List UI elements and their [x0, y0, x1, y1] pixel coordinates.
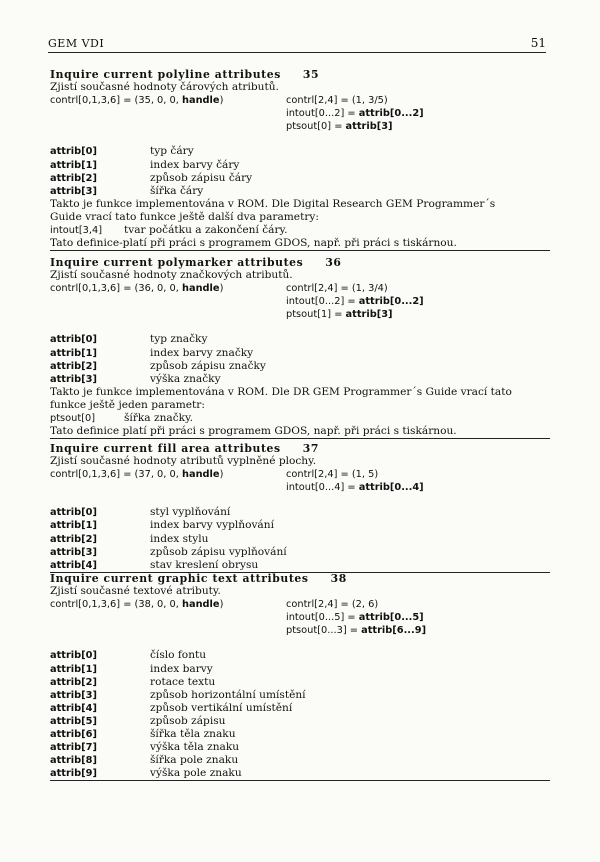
attribute-row: [50, 649, 550, 662]
note-line: Tato definice platí při práci s programem GDOS, např. při práci s tiskárnou.: [50, 425, 550, 439]
attribute-row: [50, 159, 550, 172]
attribute-row: [50, 728, 550, 741]
attribute-description: číslo fontu: [150, 649, 207, 662]
section-title: Inquire current polymarker attributes 36: [50, 256, 342, 269]
attribute-key: attrib[0]: [50, 334, 97, 346]
attribute-list: [50, 649, 550, 781]
attribute-row: [50, 360, 550, 373]
section-description: Zjistí současné hodnoty značkových atributů.: [50, 269, 293, 282]
attribute-row: [50, 741, 550, 754]
note-line: Guide vrací tato funkce ještě další dva parametry:: [50, 210, 319, 223]
ptsout-line: ptsout[0] = attrib[3]: [286, 121, 393, 133]
attribute-row: [50, 506, 550, 519]
attribute-key: attrib[2]: [50, 533, 97, 545]
attribute-row: [50, 373, 550, 386]
attribute-key: attrib[0]: [50, 146, 97, 158]
attribute-description: výška těla znaku: [150, 741, 240, 754]
attribute-list: [50, 145, 550, 197]
function-number: 37: [302, 442, 319, 455]
attribute-key: attrib[1]: [50, 159, 97, 171]
attribute-row: [50, 333, 550, 346]
attribute-key: attrib[4]: [50, 702, 97, 714]
attribute-list: [50, 333, 550, 385]
note-line: funkce ještě jeden parametr:: [50, 398, 205, 411]
intout-line: intout[0...5] = attrib[0...5]: [286, 612, 424, 624]
section-description: Zjistí současné textové atributy.: [50, 585, 221, 598]
attribute-row: [50, 663, 550, 676]
attribute-description: způsob zápisu vyplňování: [150, 545, 287, 558]
note-line: Takto je funkce implementována v ROM. Dle Digital Research GEM Programmer´s: [50, 197, 496, 210]
attribute-description: způsob zápisu: [150, 714, 226, 727]
attribute-description: výška pole znaku: [150, 767, 242, 780]
section-37: [50, 442, 550, 573]
attribute-description: stav kreslení obrysu: [150, 558, 259, 571]
attribute-row: [50, 546, 550, 559]
function-number: 38: [330, 572, 347, 585]
attribute-row: [50, 559, 550, 572]
attribute-key: attrib[0]: [50, 650, 97, 662]
attribute-description: šířka těla znaku: [150, 728, 236, 741]
attribute-key: attrib[2]: [50, 360, 97, 372]
attribute-list: [50, 506, 550, 572]
section-title: Inquire current polyline attributes 35: [50, 68, 320, 81]
attribute-row: [50, 185, 550, 198]
attribute-description: způsob horizontální umístění: [150, 688, 306, 701]
attribute-description: způsob vertikální umístění: [150, 701, 293, 714]
attribute-description: styl vyplňování: [150, 506, 231, 519]
contrl-line: contrl[0,1,3,6] = (36, 0, 0, handle) contrl[2,4] = (1, 3/4): [50, 283, 388, 295]
attribute-row: [50, 145, 550, 158]
attribute-key: attrib[5]: [50, 715, 97, 727]
attribute-key: attrib[9]: [50, 768, 97, 780]
ptsout-line: ptsout[1] = attrib[3]: [286, 309, 393, 321]
page-header: [48, 34, 546, 53]
intout-line: intout[0...4] = attrib[0...4]: [286, 482, 424, 494]
section-title: Inquire current graphic text attributes 38: [50, 572, 347, 585]
section-38: [50, 572, 550, 781]
attribute-description: šířka čáry: [150, 184, 204, 197]
extra-param-line: intout[3,4] tvar počátku a zakončení čáry.: [50, 224, 288, 237]
attribute-key: attrib[1]: [50, 520, 97, 532]
section-35: [50, 68, 550, 251]
attribute-key: attrib[2]: [50, 676, 97, 688]
extra-param-line: ptsout[0] šířka značky.: [50, 412, 194, 425]
note-line: Takto je funkce implementována v ROM. Dle DR GEM Programmer´s Guide vrací tato: [50, 385, 512, 398]
attribute-row: [50, 754, 550, 767]
intout-line: intout[0...2] = attrib[0...2]: [286, 108, 424, 120]
attribute-row: [50, 702, 550, 715]
attribute-description: výška značky: [150, 372, 221, 385]
attribute-key: attrib[0]: [50, 507, 97, 519]
attribute-key: attrib[6]: [50, 729, 97, 741]
contrl-line: contrl[0,1,3,6] = (37, 0, 0, handle) contrl[2,4] = (1, 5): [50, 469, 379, 481]
attribute-key: attrib[3]: [50, 373, 97, 385]
contrl-line: contrl[0,1,3,6] = (38, 0, 0, handle) contrl[2,4] = (2, 6): [50, 599, 379, 611]
attribute-row: [50, 172, 550, 185]
note-line: Tato definice-platí při práci s programem GDOS, např. při práci s tiskárnou.: [50, 237, 550, 251]
attribute-key: attrib[8]: [50, 755, 97, 767]
attribute-description: index barvy vyplňování: [150, 519, 274, 532]
section-description: Zjistí současné hodnoty čárových atributů.: [50, 81, 279, 94]
contrl-line: contrl[0,1,3,6] = (35, 0, 0, handle) contrl[2,4] = (1, 3/5): [50, 95, 388, 107]
attribute-description: typ značky: [150, 333, 208, 346]
attribute-row: [50, 533, 550, 546]
function-number: 36: [325, 256, 342, 269]
attribute-description: typ čáry: [150, 145, 194, 158]
attribute-description: index barvy: [150, 662, 213, 675]
attribute-row: [50, 689, 550, 702]
attribute-key: attrib[1]: [50, 663, 97, 675]
function-number: 35: [302, 68, 320, 81]
attribute-row: [50, 519, 550, 532]
attribute-key: attrib[4]: [50, 559, 97, 571]
section-36: [50, 256, 550, 439]
attribute-description: rotace textu: [150, 675, 216, 688]
attribute-description: šířka pole znaku: [150, 754, 239, 767]
attribute-description: způsob zápisu značky: [150, 359, 266, 372]
attribute-row: [50, 715, 550, 728]
attribute-key: attrib[3]: [50, 689, 97, 701]
attribute-description: index stylu: [150, 532, 209, 545]
attribute-key: attrib[3]: [50, 185, 97, 197]
running-title: GEM VDI: [48, 36, 105, 50]
attribute-row: [50, 676, 550, 689]
attribute-description: způsob zápisu čáry: [150, 171, 253, 184]
section-description: Zjistí současné hodnoty atributů vyplněné plochy.: [50, 455, 317, 468]
section-title: Inquire current fill area attributes 37: [50, 442, 319, 455]
attribute-row: [50, 347, 550, 360]
attribute-key: attrib[1]: [50, 347, 97, 359]
attribute-row: [50, 767, 550, 780]
page-number: 51: [530, 35, 546, 50]
attribute-key: attrib[2]: [50, 172, 97, 184]
attribute-description: index barvy značky: [150, 346, 254, 359]
intout-line: intout[0...2] = attrib[0...2]: [286, 296, 424, 308]
attribute-description: index barvy čáry: [150, 158, 240, 171]
ptsout-line: ptsout[0...3] = attrib[6...9]: [286, 625, 427, 637]
attribute-key: attrib[3]: [50, 546, 97, 558]
attribute-key: attrib[7]: [50, 742, 97, 754]
